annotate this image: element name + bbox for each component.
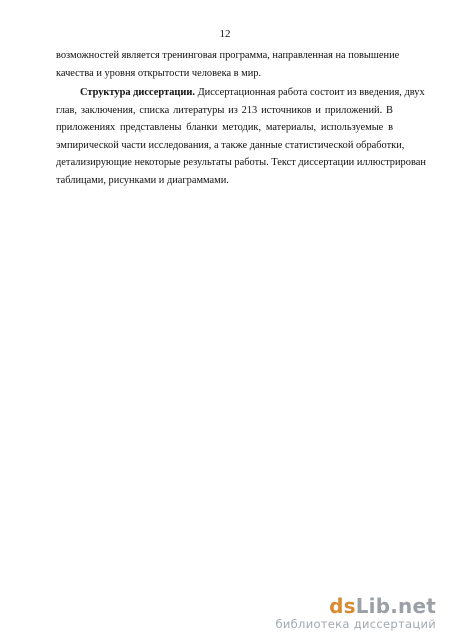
text-line: глав, заключения, списка литературы из 213 источников и приложений. В: [56, 104, 393, 116]
text-fragment: Диссертационная работа состоит из введения, двух: [195, 87, 425, 98]
page-number: 12: [219, 28, 231, 40]
paragraph-intro: [56, 47, 400, 82]
text-line: приложениях представлены бланки методик, материалы, используемые в: [56, 122, 393, 134]
paragraph-dissertation-structure: [56, 84, 426, 190]
text-line: детализирующие некоторые результаты работы. Текст диссертации иллюстрирован: [56, 157, 426, 169]
text-line: таблицами, рисунками и диаграммами.: [56, 174, 229, 186]
text-line: [56, 84, 425, 102]
text-line: эмпирической части исследования, а также данные статистической обработки,: [56, 139, 405, 151]
dslib-logo: [256, 595, 436, 617]
text-line: качества и уровня открытости человека в мир.: [56, 67, 262, 79]
logo-lib: Lib: [355, 594, 391, 618]
logo-net: .net: [390, 594, 436, 618]
logo-ds: ds: [329, 594, 356, 618]
paragraph-heading: Структура диссертации.: [80, 87, 195, 98]
watermark-subtitle: библиотека диссертаций: [275, 617, 436, 631]
text-line: возможностей является тренинговая программа, направленная на повышение: [56, 50, 400, 61]
dslib-watermark: [256, 595, 436, 631]
